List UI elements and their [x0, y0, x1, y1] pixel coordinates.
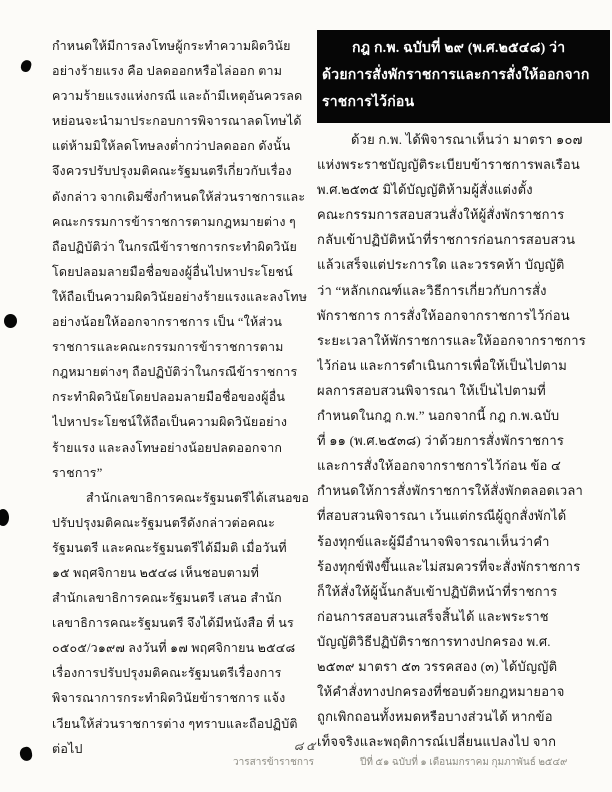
article-title-box [317, 30, 610, 123]
text-line: ร้องทุกข์ฟังขึ้นและไม่สมควรที่จะสั่งพักราชการ [317, 558, 581, 574]
right-text-column [317, 127, 610, 754]
text-line: กฎ ก.พ. ฉบับที่ ๒๙ (พ.ศ.๒๕๔๘) ว่า [352, 41, 566, 56]
text-line: คณะกรรมการสอบสวนสั่งให้ผู้สั่งพักราชการ [317, 207, 565, 223]
text-line: ๒๕๓๙ มาตรา ๕๓ วรรคสอง (๓) ได้บัญญัติ [317, 658, 558, 674]
text-line: ก่อนการสอบสวนเสร็จสิ้นได้ และพระราช [317, 608, 549, 624]
text-line: กฎหมายต่างๆ ถือปฏิบัติว่าในกรณีข้าราชการ [52, 365, 298, 380]
text-line: ราชการ” [52, 465, 103, 480]
ink-blot-mark [0, 509, 9, 526]
text-line: กลับเข้าปฏิบัติหน้าที่ราชการก่อนการสอบสวน [317, 232, 576, 248]
text-line: และการสั่งให้ออกจากราชการไว้ก่อน ข้อ ๔ [317, 458, 562, 474]
text-line: ต่อไป [52, 741, 83, 756]
ink-blot-mark [20, 59, 33, 73]
text-line: แห่งพระราชบัญญัติระเบียบข้าราชการพลเรือน [317, 157, 581, 173]
text-line: ที่สอบสวนพิจารณา เว้นแต่กรณีผู้ถูกสั่งพักได้ [317, 508, 567, 524]
page-number: ๘๕ [293, 739, 319, 753]
issue-info: ปีที่ ๕๑ ฉบับที่ ๑ เดือนมกราคม กุมภาพันธ์ ๒๕๔๙ [359, 757, 568, 768]
text-line: พิจารณาการกระทำผิดวินัยข้าราชการ แจ้ง [52, 691, 286, 706]
text-line: ด้วยการสั่งพักราชการและการสั่งให้ออกจาก [322, 68, 590, 83]
text-line: หย่อนจะนำมาประกอบการพิจารณาลดโทษได้ [52, 114, 302, 129]
text-line: ให้คำสั่งทางปกครองที่ชอบด้วยกฎหมายอาจ [317, 684, 565, 700]
text-line: กำหนดในกฎ ก.พ.” นอกจากนี้ กฎ ก.พ.ฉบับ [317, 408, 560, 424]
text-line: กระทำผิดวินัยโดยปลอมลายมือชื่อของผู้อื่น [52, 390, 286, 405]
text-line: ถูกเพิกถอนทั้งหมดหรือบางส่วนได้ หากข้อ [317, 709, 553, 725]
text-line: บัญญัติวิธีปฏิบัติราชการทางปกครอง พ.ศ. [317, 633, 551, 649]
text-line: เรื่องการปรับปรุงมติคณะรัฐมนตรีเรื่องการ [52, 666, 282, 681]
text-line: ดังกล่าว จากเดิมซึ่งกำหนดให้ส่วนราชการและ [52, 189, 306, 204]
text-line: ความร้ายแรงแห่งกรณี และถ้ามีเหตุอันควรลด [52, 89, 303, 104]
text-line: กำหนดให้มีการลงโทษผู้กระทำความผิดวินัย [52, 39, 291, 53]
text-line: ไปหาประโยชน์ให้ถือเป็นความผิดวินัยอย่าง [52, 415, 288, 430]
text-line: แล้วเสร็จแต่ประการใด และวรรคห้า บัญญัติ [317, 257, 565, 273]
text-line: คณะกรรมการข้าราชการตามกฎหมายต่าง ๆ [52, 214, 296, 229]
text-line: ก็ให้สั่งให้ผู้นั้นกลับเข้าปฏิบัติหน้าที่ราชการ [317, 583, 558, 599]
text-line: ที่ ๑๑ (พ.ศ.๒๕๓๘) ว่าด้วยการสั่งพักราชการ [317, 433, 565, 449]
text-line: ให้ถือเป็นความผิดวินัยอย่างร้ายแรงและลงโทษ [52, 289, 308, 304]
text-line: เท็จจริงและพฤติการณ์เปลี่ยนแปลงไป จาก [317, 734, 557, 750]
text-line: อย่างน้อยให้ออกจากราชการ เป็น “ให้ส่วน [52, 315, 283, 330]
text-line: ราชการไว้ก่อน [322, 95, 415, 110]
text-line: พักราชการ การสั่งให้ออกจากราชการไว้ก่อน [317, 307, 570, 323]
text-line: กำหนดให้การสั่งพักราชการให้สั่งพักตลอดเวลา [317, 483, 584, 499]
text-line: แต่ห้ามมิให้ลดโทษลงต่ำกว่าปลดออก ดังนั้น [52, 139, 291, 154]
text-line: ผลการสอบสวนพิจารณา ให้เป็นไปตามที่ [317, 382, 546, 398]
text-line: ถือปฏิบัติว่า ในกรณีข้าราชการกระทำผิดวินัย [52, 239, 298, 254]
text-line: เลขาธิการคณะรัฐมนตรี จึงได้มีหนังสือ ที่ นร [52, 616, 294, 631]
footer [233, 755, 567, 770]
text-line: ราชการและคณะกรรมการข้าราชการตาม [52, 340, 284, 355]
text-line: ๐๕๐๕/ว๑๙๗ ลงวันที่ ๑๗ พฤศจิกายน ๒๕๔๘ [52, 641, 296, 656]
text-line: ด้วย ก.พ. ได้พิจารณาเห็นว่า มาตรา ๑๐๗ [351, 132, 583, 147]
text-line: ๑๕ พฤศจิกายน ๒๕๔๘ เห็นชอบตามที่ [52, 565, 260, 580]
text-line: สำนักเลขาธิการคณะรัฐมนตรี เสนอ สำนัก [52, 591, 282, 606]
journal-title: วารสารข้าราชการ [233, 757, 314, 768]
text-line: ปรับปรุงมติคณะรัฐมนตรีดังกล่าวต่อคณะ [52, 515, 275, 530]
text-line: ระยะเวลาให้พักราชการและให้ออกจากราชการ [317, 332, 586, 348]
text-line: อย่างร้ายแรง คือ ปลดออกหรือไล่ออก ตาม [52, 64, 283, 79]
text-line: โดยปลอมลายมือชื่อของผู้อื่นไปหาประโยชน์ [52, 264, 293, 279]
text-line: เวียนให้ส่วนราชการต่าง ๆทราบและถือปฏิบัติ [52, 716, 298, 731]
text-line: รัฐมนตรี และคณะรัฐมนตรีได้มีมติ เมื่อวันที่ [52, 540, 287, 555]
text-line: สำนักเลขาธิการคณะรัฐมนตรีได้เสนอขอ [86, 490, 309, 505]
text-line: ไว้ก่อน และการดำเนินการเพื่อให้เป็นไปตาม [317, 357, 568, 373]
text-line: พ.ศ.๒๕๓๕ มิได้บัญญัติห้ามผู้สั่งแต่งตั้ง [317, 182, 533, 198]
text-line: จึงควรปรับปรุงมติคณะรัฐมนตรีเกี่ยวกับเรื่อง [52, 164, 292, 179]
text-line: ร้ายแรง และลงโทษอย่างน้อยปลดออกจาก [52, 440, 283, 455]
ink-blot-mark [4, 314, 17, 328]
text-line: ว่า “หลักเกณฑ์และวิธีการเกี่ยวกับการสั่ง [317, 282, 547, 298]
left-text-column [52, 34, 309, 762]
text-line: ร้องทุกข์และผู้มีอำนาจพิจารณาเห็นว่าคำ [317, 533, 550, 549]
